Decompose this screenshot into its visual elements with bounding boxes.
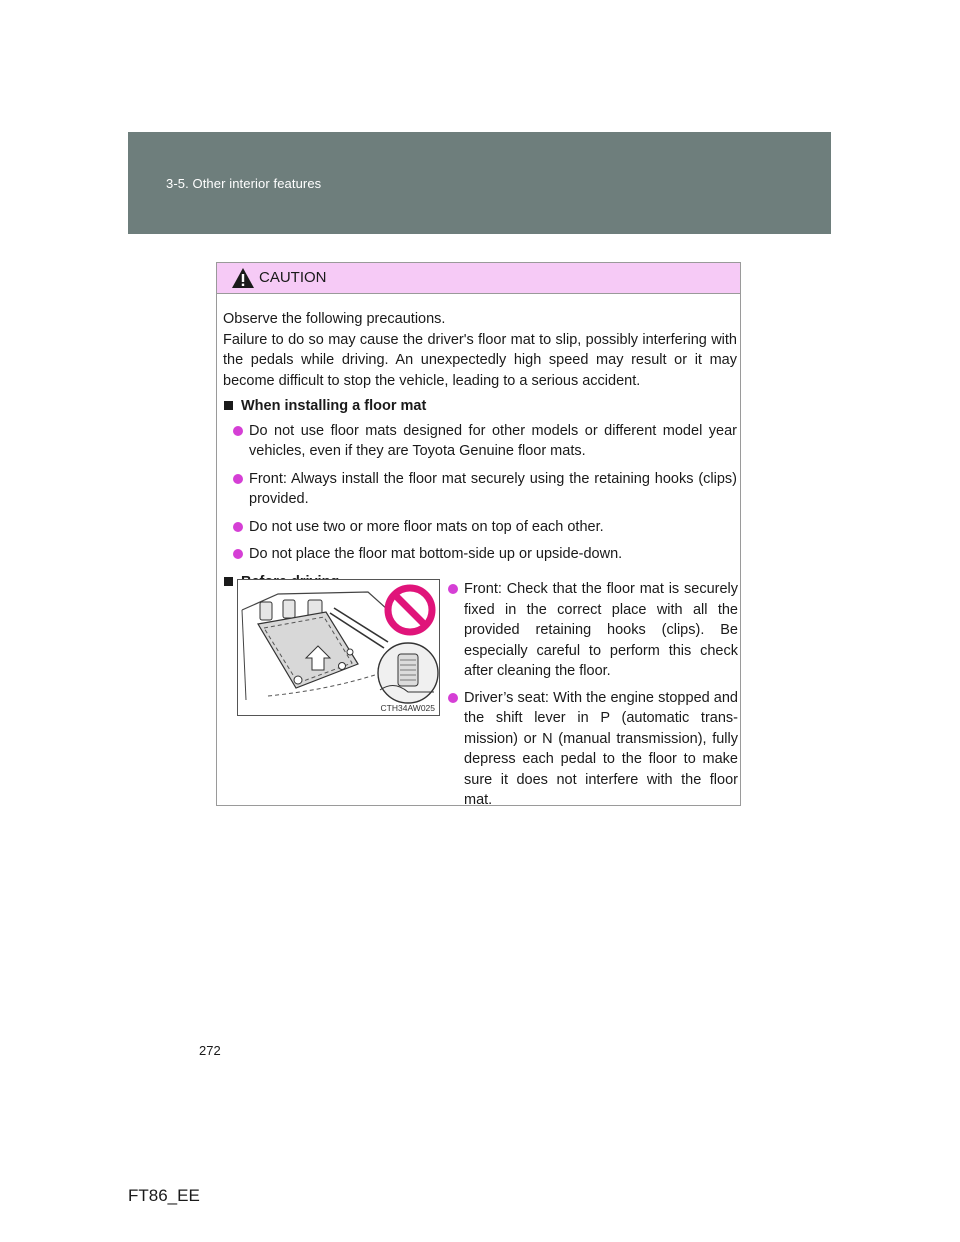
header-band xyxy=(128,132,831,234)
list-item xyxy=(233,544,737,565)
section-title: 3-5. Other interior features xyxy=(166,176,322,191)
caution-box xyxy=(216,262,741,806)
list-item xyxy=(233,517,737,538)
list-item xyxy=(448,579,738,682)
list-item-text: Front: Check that the floor mat is securely fixed in the correct place with all the provided retaining hooks (clips). Be especially careful to perform this check after cleaning the floor. xyxy=(464,581,738,679)
intro-line: Observe the following precautions. xyxy=(223,311,446,327)
list-item xyxy=(233,469,737,510)
caution-header xyxy=(217,263,740,294)
floor-mat-drawing xyxy=(238,580,439,715)
bullet-dot-icon xyxy=(233,426,243,436)
list-item-text: Do not use two or more floor mats on top of each other. xyxy=(249,518,604,535)
warning-triangle-icon xyxy=(231,267,255,289)
bullet-dot-icon xyxy=(233,474,243,484)
illustration-code: CTH34AW025 xyxy=(380,703,435,713)
list-item-text: Do not use floor mats designed for other models or different model year vehicles, even if they are Toyota Genuine floor mats. xyxy=(249,422,737,459)
list-item-text: Do not place the floor mat bottom-side up or upside-down. xyxy=(249,546,623,562)
list-item-text: Front: Always install the floor mat securely using the retaining hooks (clips) provided. xyxy=(249,470,737,507)
page-number: 272 xyxy=(199,1043,221,1058)
before-driving-list xyxy=(448,579,738,817)
square-bullet-icon xyxy=(224,401,233,410)
caution-body xyxy=(223,309,737,596)
section-heading-text: When installing a floor mat xyxy=(241,398,427,414)
list-item xyxy=(448,688,738,811)
caution-label: CAUTION xyxy=(259,269,327,286)
bullet-dot-icon xyxy=(233,549,243,559)
list-item-text: Driver’s seat: With the engine stopped and the shift lever in P (automatic trans-mission) or N (manual transmission), fully depress each pedal to the floor to make sure it does not interfere with the floor mat. xyxy=(464,689,738,808)
intro-paragraph: Failure to do so may cause the driver's floor mat to slip, possibly interfering with the pedals while driving. An unexpectedly high speed may result or it may become difficult to stop the vehicle, leading to a serious accident. xyxy=(223,331,737,389)
footer-code: FT86_EE xyxy=(128,1186,200,1205)
section-heading-installing xyxy=(223,396,737,417)
bullet-dot-icon xyxy=(448,693,458,703)
list-item xyxy=(233,421,737,462)
bullet-dot-icon xyxy=(448,584,458,594)
before-driving-block xyxy=(223,579,738,808)
floor-mat-illustration xyxy=(237,579,440,716)
bullet-dot-icon xyxy=(233,522,243,532)
